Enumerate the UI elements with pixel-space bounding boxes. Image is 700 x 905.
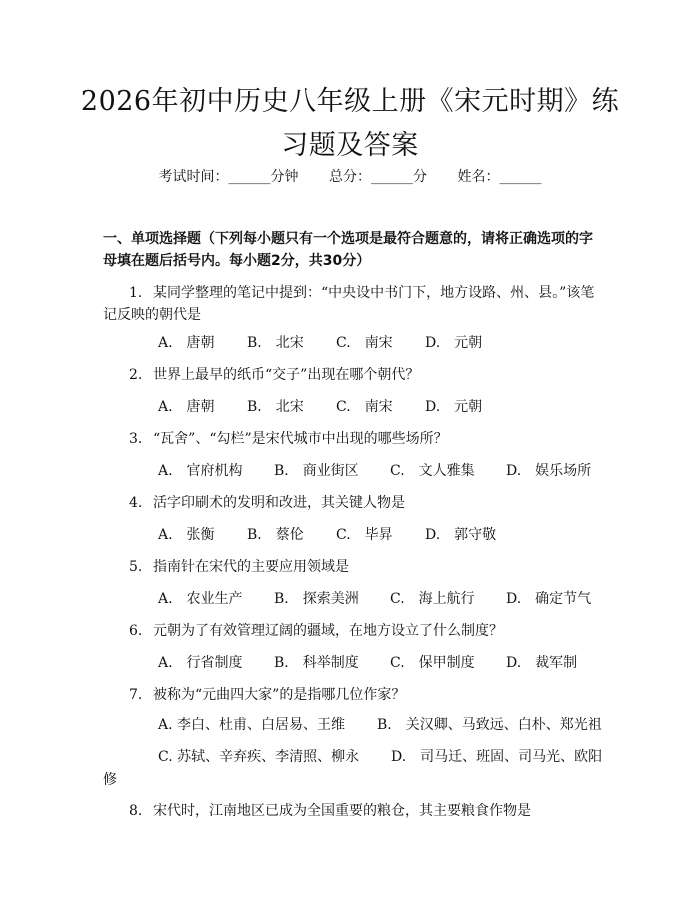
- question-4: [103, 492, 600, 514]
- option-c: C. 海上航行: [390, 591, 475, 607]
- option-b: B. 关汉卿、马致远、白朴、郑光祖: [377, 717, 602, 733]
- question-7: [103, 684, 600, 706]
- question-4-options: [158, 525, 496, 545]
- question-2: [103, 364, 600, 386]
- option-b: B. 北宋: [247, 399, 304, 415]
- question-number: 5.: [129, 559, 143, 575]
- option-d: D. 司马迁、班固、司马光、欧阳: [391, 749, 603, 765]
- question-text: “瓦舍”、“勾栏”是宋代城市中出现的哪些场所？: [153, 431, 448, 447]
- question-1: [103, 282, 600, 326]
- option-c: C. 文人雅集: [390, 463, 475, 479]
- question-number: 6.: [129, 623, 143, 639]
- question-3: [103, 428, 600, 450]
- option-b: B. 科举制度: [274, 655, 359, 671]
- option-c: C. 南宋: [336, 399, 393, 415]
- option-a: A. 张衡: [158, 527, 215, 543]
- question-number: 1.: [129, 285, 143, 301]
- question-number: 2.: [129, 367, 143, 383]
- option-a: A. 李白、杜甫、白居易、王维: [158, 717, 346, 733]
- exam-meta: [0, 166, 700, 186]
- option-a: A. 官府机构: [158, 463, 243, 479]
- question-6-options: [158, 653, 577, 673]
- option-b: B. 北宋: [247, 335, 304, 351]
- option-d-wrap: 修: [103, 772, 117, 788]
- question-text: 某同学整理的笔记中提到：“中央设中书门下，地方设路、州、县。”该笔记反映的朝代是: [103, 285, 595, 323]
- question-number: 7.: [129, 687, 143, 703]
- question-6: [103, 620, 600, 642]
- question-text: 宋代时，江南地区已成为全国重要的粮仓，其主要粮食作物是: [153, 803, 531, 819]
- question-2-options: [158, 397, 482, 417]
- question-8: [103, 800, 600, 822]
- option-b: B. 商业街区: [274, 463, 359, 479]
- question-text: 活字印刷术的发明和改进，其关键人物是: [153, 495, 405, 511]
- option-d: D. 娱乐场所: [506, 463, 592, 479]
- option-c: C. 南宋: [336, 335, 393, 351]
- question-text: 指南针在宋代的主要应用领域是: [153, 559, 349, 575]
- section-heading: 一、单项选择题（下列每小题只有一个选项是最符合题意的，请将正确选项的字母填在题后括号内。每小题2分，共30分）: [103, 231, 593, 269]
- student-name: 姓名：______: [457, 169, 542, 185]
- question-1-options: [158, 333, 482, 353]
- question-text: 元朝为了有效管理辽阔的疆域，在地方设立了什么制度？: [153, 623, 503, 639]
- option-d: D. 元朝: [425, 335, 483, 351]
- page-title: 2026年初中历史八年级上册《宋元时期》练习题及答案: [80, 86, 620, 161]
- option-d: D. 裁军制: [506, 655, 578, 671]
- question-number: 3.: [129, 431, 143, 447]
- question-text: 被称为“元曲四大家”的是指哪几位作家？: [153, 687, 406, 703]
- question-7-options-row-1: [158, 715, 602, 735]
- option-a: A. 唐朝: [158, 399, 215, 415]
- option-d: D. 确定节气: [506, 591, 592, 607]
- question-5-options: [158, 589, 591, 609]
- option-c: C. 苏轼、辛弃疾、李清照、柳永: [158, 749, 360, 765]
- option-a: A. 行省制度: [158, 655, 243, 671]
- question-text: 世界上最早的纸币“交子”出现在哪个朝代？: [153, 367, 420, 383]
- question-7-options-row-2: [158, 747, 602, 767]
- question-5: [103, 556, 600, 578]
- question-3-options: [158, 461, 591, 481]
- option-d: D. 郭守敬: [425, 527, 497, 543]
- option-d: D. 元朝: [425, 399, 483, 415]
- option-a: A. 农业生产: [158, 591, 243, 607]
- option-b: B. 探索美洲: [274, 591, 359, 607]
- option-c: C. 保甲制度: [390, 655, 475, 671]
- option-b: B. 蔡伦: [247, 527, 304, 543]
- option-c: C. 毕昇: [336, 527, 393, 543]
- exam-total-score: 总分：______分: [329, 169, 427, 185]
- question-number: 4.: [129, 495, 143, 511]
- exam-time: 考试时间：______分钟: [158, 169, 299, 185]
- option-a: A. 唐朝: [158, 335, 215, 351]
- question-number: 8.: [129, 803, 143, 819]
